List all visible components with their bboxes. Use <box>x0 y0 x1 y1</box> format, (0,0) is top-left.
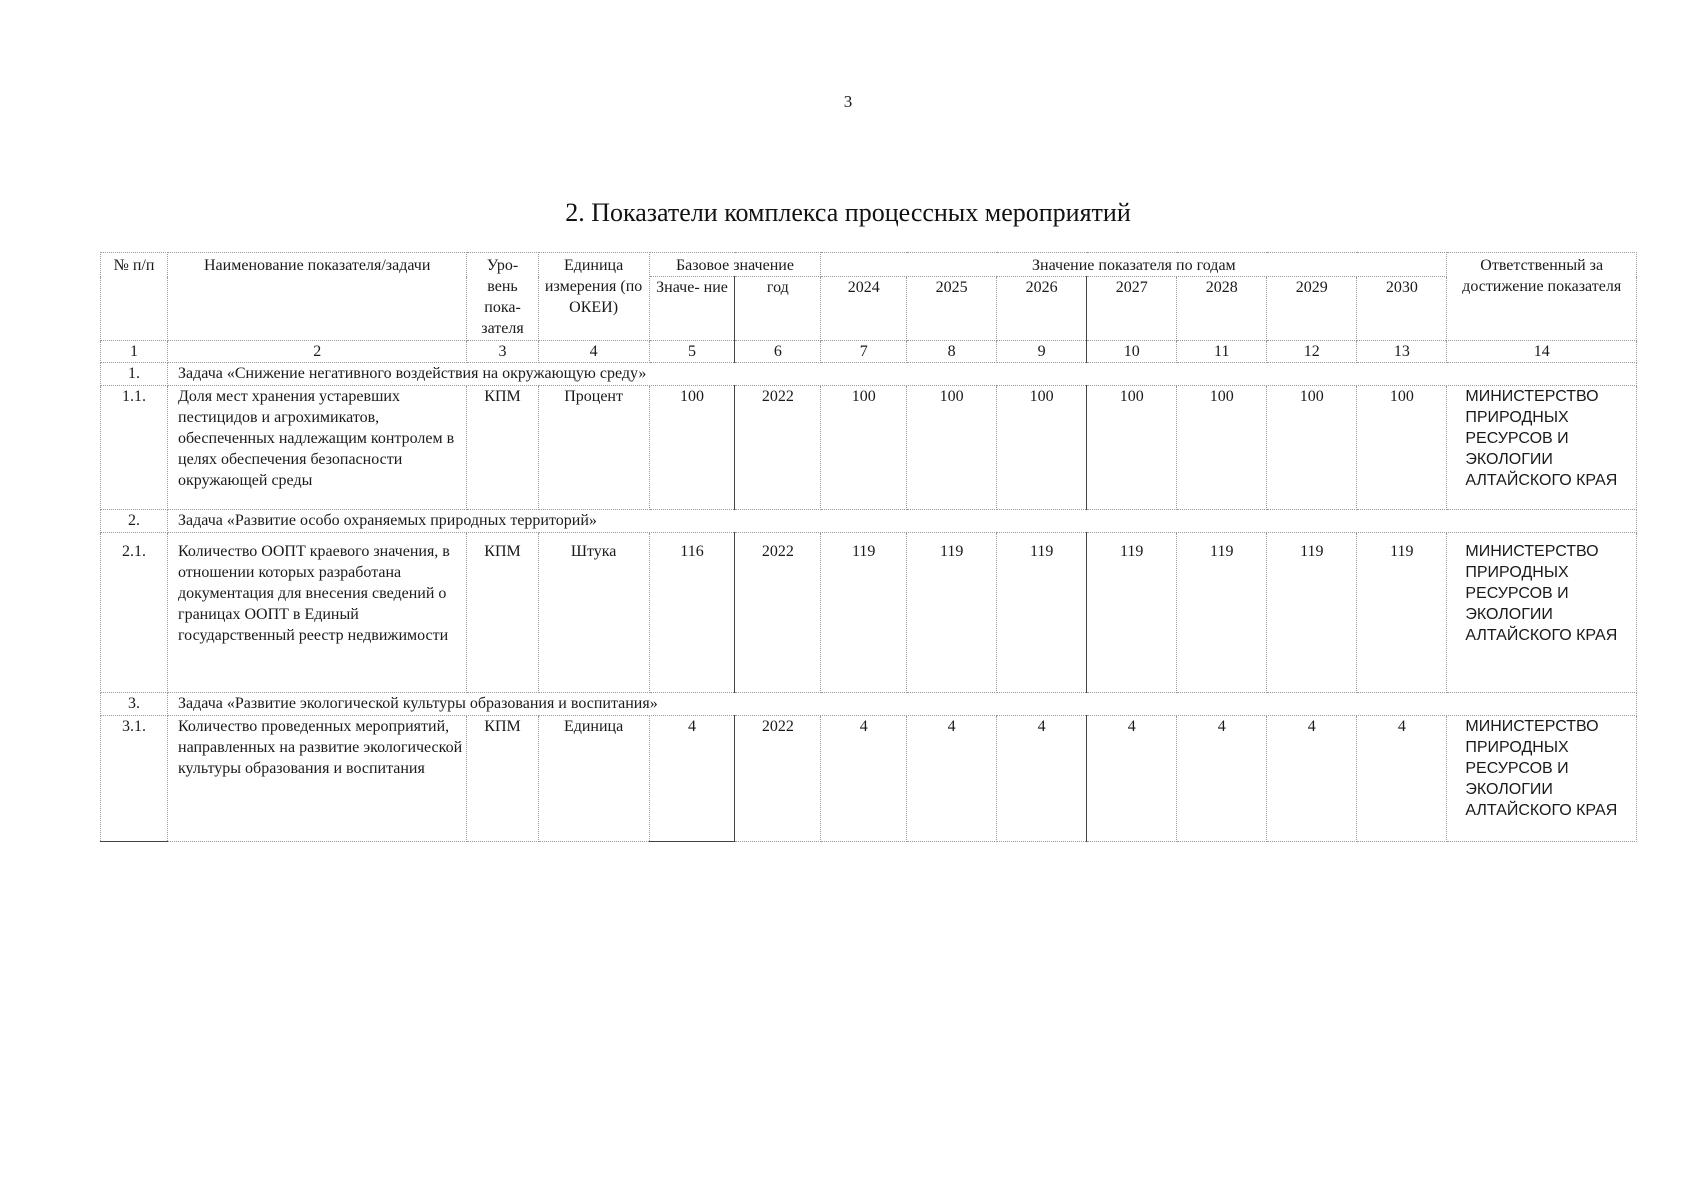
indicator-level: КПМ <box>467 533 538 693</box>
indicator-name: Доля мест хранения устаревших пестицидов и агрохимикатов, обеспеченных надлежащим контролем в целях обеспечения безопасности окружающей среды <box>168 386 467 510</box>
indicator-base-year: 2022 <box>735 533 821 693</box>
indicator-year-value: 4 <box>1357 716 1447 842</box>
header-name: Наименование показателя/задачи <box>168 253 467 341</box>
page-title: 2. Показатели комплекса процессных мероприятий <box>565 198 1131 227</box>
header-responsible: Ответственный за достижение показателя <box>1447 253 1637 341</box>
header-year: 2027 <box>1087 277 1177 341</box>
indicator-unit: Штука <box>538 533 649 693</box>
indicator-base-value: 100 <box>649 386 735 510</box>
indicator-number: 3.1. <box>101 716 168 842</box>
indicator-year-value: 100 <box>821 386 907 510</box>
column-number: 8 <box>907 341 997 363</box>
indicator-year-value: 4 <box>1267 716 1357 842</box>
task-number: 1. <box>101 363 168 386</box>
column-number: 13 <box>1357 341 1447 363</box>
page-number: 3 <box>843 92 853 111</box>
task-number: 3. <box>101 693 168 716</box>
indicator-year-value: 4 <box>1177 716 1267 842</box>
column-number: 10 <box>1087 341 1177 363</box>
indicator-year-value: 100 <box>1357 386 1447 510</box>
header-no: № п/п <box>101 253 168 341</box>
header-years-group: Значение показателя по годам <box>821 253 1447 277</box>
task-title: Задача «Снижение негативного воздействия на окружающую среду» <box>168 363 1637 386</box>
header-year: 2028 <box>1177 277 1267 341</box>
column-number: 14 <box>1447 341 1637 363</box>
indicator-responsible: МИНИСТЕРСТВО ПРИРОДНЫХ РЕСУРСОВ И ЭКОЛОГИИ АЛТАЙСКОГО КРАЯ <box>1447 386 1637 510</box>
indicator-year-value: 119 <box>907 533 997 693</box>
indicator-year-value: 4 <box>997 716 1087 842</box>
indicator-row <box>101 533 1637 693</box>
header-year: 2026 <box>997 277 1087 341</box>
indicator-unit: Процент <box>538 386 649 510</box>
indicator-row <box>101 386 1637 510</box>
indicator-year-value: 4 <box>1087 716 1177 842</box>
column-number: 6 <box>735 341 821 363</box>
indicator-year-value: 4 <box>821 716 907 842</box>
header-year: 2025 <box>907 277 997 341</box>
header-row-1 <box>101 253 1637 277</box>
indicator-level: КПМ <box>467 716 538 842</box>
task-row <box>101 363 1637 386</box>
indicator-responsible: МИНИСТЕРСТВО ПРИРОДНЫХ РЕСУРСОВ И ЭКОЛОГИИ АЛТАЙСКОГО КРАЯ <box>1447 533 1637 693</box>
column-number: 2 <box>168 341 467 363</box>
indicator-year-value: 119 <box>1357 533 1447 693</box>
indicator-base-value: 4 <box>649 716 735 842</box>
column-number: 4 <box>538 341 649 363</box>
indicator-level: КПМ <box>467 386 538 510</box>
indicator-year-value: 100 <box>1087 386 1177 510</box>
indicator-year-value: 119 <box>821 533 907 693</box>
task-number: 2. <box>101 510 168 533</box>
header-year: 2030 <box>1357 277 1447 341</box>
column-number: 9 <box>997 341 1087 363</box>
header-base-value: Значе- ние <box>649 277 735 341</box>
header-year: 2024 <box>821 277 907 341</box>
indicator-year-value: 100 <box>997 386 1087 510</box>
indicator-base-value: 116 <box>649 533 735 693</box>
indicators-table <box>100 252 1637 842</box>
header-base-year: год <box>735 277 821 341</box>
header-year: 2029 <box>1267 277 1357 341</box>
task-title: Задача «Развитие особо охраняемых природных территорий» <box>168 510 1637 533</box>
indicator-year-value: 100 <box>1177 386 1267 510</box>
indicator-responsible: МИНИСТЕРСТВО ПРИРОДНЫХ РЕСУРСОВ И ЭКОЛОГИИ АЛТАЙСКОГО КРАЯ <box>1447 716 1637 842</box>
column-number: 3 <box>467 341 538 363</box>
task-title: Задача «Развитие экологической культуры образования и воспитания» <box>168 693 1637 716</box>
indicator-year-value: 119 <box>1177 533 1267 693</box>
column-number: 12 <box>1267 341 1357 363</box>
indicator-name: Количество проведенных мероприятий, направленных на развитие экологической культуры образования и воспитания <box>168 716 467 842</box>
indicator-year-value: 119 <box>1267 533 1357 693</box>
indicator-number: 1.1. <box>101 386 168 510</box>
header-base: Базовое значение <box>649 253 821 277</box>
column-number: 1 <box>101 341 168 363</box>
header-unit: Единица измерения (по ОКЕИ) <box>538 253 649 341</box>
column-number: 7 <box>821 341 907 363</box>
indicator-unit: Единица <box>538 716 649 842</box>
indicator-row <box>101 716 1637 842</box>
indicator-year-value: 119 <box>1087 533 1177 693</box>
indicator-name: Количество ООПТ краевого значения, в отношении которых разработана документация для внесения сведений о границах ООПТ в Единый государственный реестр недвижимости <box>168 533 467 693</box>
indicator-year-value: 119 <box>997 533 1087 693</box>
indicator-year-value: 4 <box>907 716 997 842</box>
indicator-year-value: 100 <box>1267 386 1357 510</box>
header-level: Уро- вень пока- зателя <box>467 253 538 341</box>
column-numbers-row <box>101 341 1637 363</box>
indicator-number: 2.1. <box>101 533 168 693</box>
column-number: 5 <box>649 341 735 363</box>
task-row <box>101 693 1637 716</box>
column-number: 11 <box>1177 341 1267 363</box>
task-row <box>101 510 1637 533</box>
indicator-base-year: 2022 <box>735 386 821 510</box>
indicator-base-year: 2022 <box>735 716 821 842</box>
indicator-year-value: 100 <box>907 386 997 510</box>
